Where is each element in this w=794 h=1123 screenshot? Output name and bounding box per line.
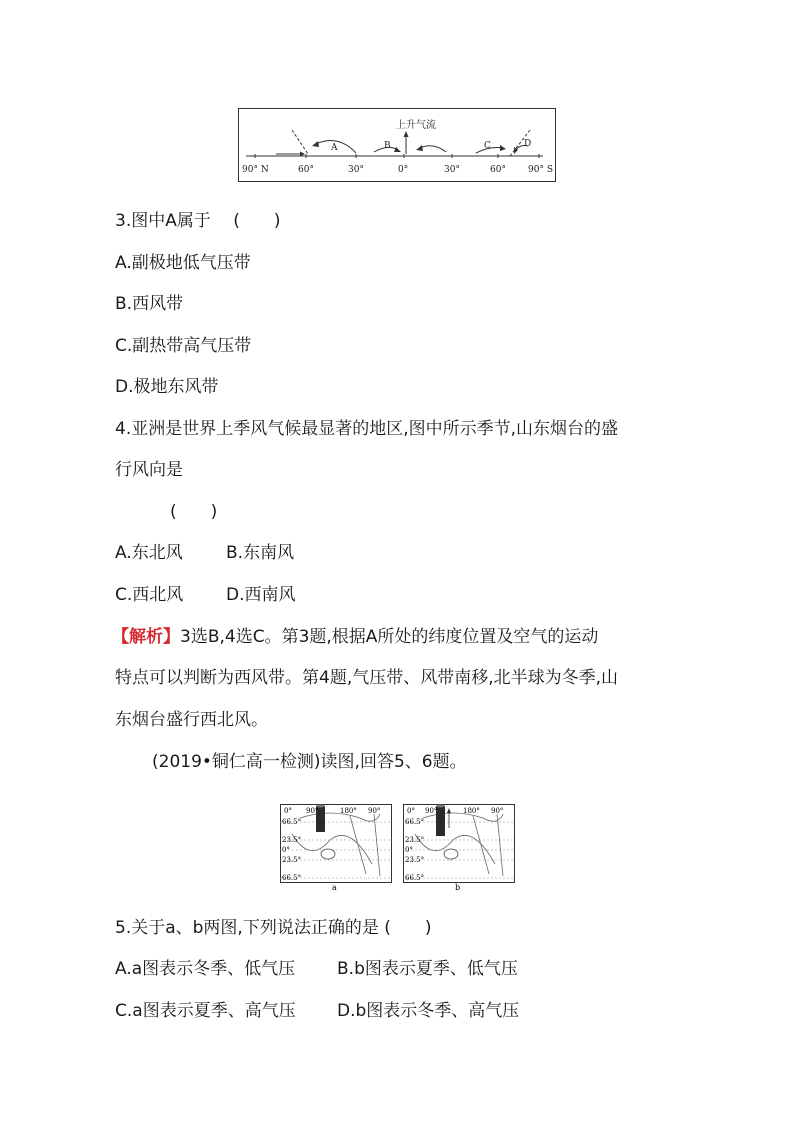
map-b-top-label: 0° — [407, 807, 415, 815]
question-4-answer-blank: ( ) — [170, 502, 218, 522]
arrow-label-c: C — [484, 141, 491, 151]
map-a-top-label: 90° — [306, 807, 319, 815]
question-4-option-a: A.东北风 — [115, 543, 183, 563]
map-b-lat-label: 0° — [405, 846, 413, 854]
map-b-caption: b — [455, 883, 461, 890]
question-5-option-b: B.b图表示夏季、低气压 — [337, 959, 518, 979]
map-a — [280, 804, 392, 890]
arrow-label-b: B — [384, 141, 391, 151]
map-a-lat-label: 66.5° — [282, 818, 302, 826]
tick-label: 90° S — [528, 165, 553, 175]
question-4-option-b: B.东南风 — [226, 543, 295, 563]
question-5-option-c: C.a图表示夏季、高气压 — [115, 1001, 296, 1021]
map-b-lat-label: 23.5° — [405, 856, 425, 864]
question-5-option-d: D.b图表示冬季、高气压 — [337, 1001, 520, 1021]
map-b — [403, 804, 515, 890]
rising-air-label: 上升气流 — [396, 120, 436, 131]
arrow-label-d: D — [524, 139, 532, 149]
map-a-lat-label: 23.5° — [282, 856, 302, 864]
map-b-top-label: 90° — [491, 807, 504, 815]
question-3-option-d: D.极地东风带 — [115, 377, 219, 397]
map-a-top-label: 180° — [340, 807, 357, 815]
question-4-stem-line2: 行风向是 — [115, 460, 183, 480]
tick-label: 30° — [444, 165, 460, 175]
map-a-lat-label: 0° — [282, 846, 290, 854]
tick-label: 60° — [298, 165, 314, 175]
question-4-stem-line1: 4.亚洲是世界上季风气候最显著的地区,图中所示季节,山东烟台的盛 — [115, 419, 619, 439]
map-a-top-label: 0° — [284, 807, 292, 815]
map-a-caption: a — [332, 883, 337, 890]
section-intro: (2019•铜仁高一检测)读图,回答5、6题。 — [152, 752, 467, 772]
wind-belt-diagram — [238, 108, 556, 186]
tick-label: 30° — [348, 165, 364, 175]
analysis-line-3: 东烟台盛行西北风。 — [115, 710, 268, 730]
question-3-stem: 3.图中A属于 ( ) — [115, 211, 281, 231]
analysis-text-1: 3选B,4选C。第3题,根据A所处的纬度位置及空气的运动 — [180, 627, 599, 647]
tick-label: 90° N — [242, 165, 269, 175]
map-b-top-label: 90° — [425, 807, 438, 815]
map-a-lat-label: 66.5° — [282, 874, 302, 882]
map-a-lat-label: 23.5° — [282, 836, 302, 844]
arrow-label-a: A — [331, 143, 338, 153]
question-3-option-a: A.副极地低气压带 — [115, 253, 251, 273]
question-4-option-d: D.西南风 — [226, 585, 296, 605]
question-5-stem: 5.关于a、b两图,下列说法正确的是 ( ) — [115, 918, 432, 938]
question-3-option-c: C.副热带高气压带 — [115, 336, 252, 356]
tick-label: 60° — [490, 165, 506, 175]
map-b-lat-label: 23.5° — [405, 836, 425, 844]
analysis-line-1 — [112, 626, 598, 648]
question-4-option-c: C.西北风 — [115, 585, 184, 605]
analysis-tag: 【解析】 — [112, 627, 180, 647]
tick-label: 0° — [398, 165, 409, 175]
question-5-option-a: A.a图表示冬季、低气压 — [115, 959, 296, 979]
map-b-top-label: 180° — [463, 807, 480, 815]
map-b-lat-label: 66.5° — [405, 874, 425, 882]
map-b-lat-label: 66.5° — [405, 818, 425, 826]
question-3-option-b: B.西风带 — [115, 294, 184, 314]
analysis-line-2: 特点可以判断为西风带。第4题,气压带、风带南移,北半球为冬季,山 — [115, 668, 619, 688]
map-a-top-label: 90° — [368, 807, 381, 815]
